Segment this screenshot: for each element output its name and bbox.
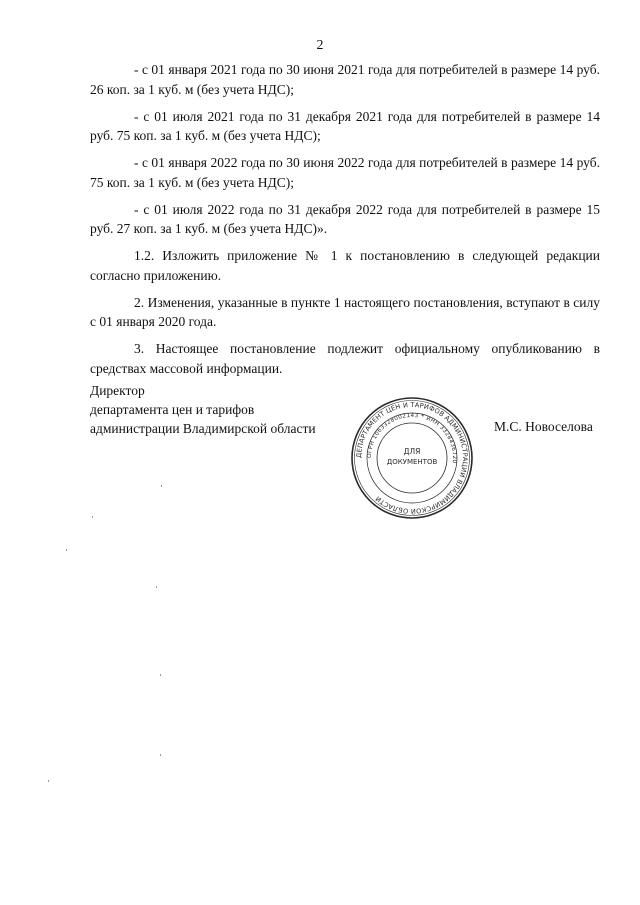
signature-block bbox=[90, 381, 316, 438]
paragraph-clause-3: 3. Настоящее постановление подлежит официальному опубликованию в средствах массовой информации. bbox=[90, 341, 600, 376]
paragraph-tariff-h1-2022: - с 01 января 2022 года по 30 июня 2022 года для потребителей в размере 14 руб. 75 коп. за 1 куб. м (без учета НДС); bbox=[90, 155, 600, 190]
stamp-outer-text: ДЕПАРТАМЕНТ ЦЕН И ТАРИФОВ АДМИНИСТРАЦИИ ВЛАДИМИРСКОЙ ОБЛАСТИ bbox=[354, 400, 470, 516]
document-body bbox=[90, 60, 600, 386]
page-number: 2 bbox=[316, 38, 324, 53]
stamp-inner-text: ОГРН 1063328002143 * ИНН 3328436720 bbox=[366, 412, 458, 464]
scan-speck bbox=[66, 549, 67, 551]
scan-speck bbox=[161, 485, 162, 487]
stamp-center-line-1: ДЛЯ bbox=[403, 447, 421, 456]
svg-text:ОГРН 1063328002143 * ИНН 33284 bbox=[367, 413, 457, 464]
scan-speck bbox=[160, 754, 161, 756]
scan-speck bbox=[48, 780, 49, 782]
paragraph-tariff-h1-2021: - с 01 января 2021 года по 30 июня 2021 года для потребителей в размере 14 руб. 26 коп. за 1 куб. м (без учета НДС); bbox=[90, 62, 600, 97]
official-stamp bbox=[350, 396, 474, 520]
paragraph-tariff-h2-2022: - с 01 июля 2022 года по 31 декабря 2022 года для потребителей в размере 15 руб. 27 коп. за 1 куб. м (без учета НДС)». bbox=[90, 201, 600, 236]
stamp-center-line-2: ДОКУМЕНТОВ bbox=[386, 458, 438, 466]
signer-title-line-1: Директор bbox=[90, 383, 145, 398]
paragraph-clause-2: 2. Изменения, указанные в пункте 1 настоящего постановления, вступают в силу с 01 января 2020 года. bbox=[90, 294, 600, 329]
signer-title-line-3: администрации Владимирской области bbox=[90, 421, 316, 436]
paragraph-tariff-h2-2021: - с 01 июля 2021 года по 31 декабря 2021 года для потребителей в размере 14 руб. 75 коп. за 1 куб. м (без учета НДС); bbox=[90, 108, 600, 143]
scan-speck bbox=[92, 516, 93, 518]
paragraph-clause-1-2: 1.2. Изложить приложение № 1 к постановлению в следующей редакции согласно приложению. bbox=[90, 248, 600, 283]
signer-title-line-2: департамента цен и тарифов bbox=[90, 402, 255, 417]
scan-speck bbox=[156, 586, 157, 588]
scan-speck bbox=[160, 674, 161, 676]
signer-name: М.С. Новоселова bbox=[494, 419, 593, 434]
